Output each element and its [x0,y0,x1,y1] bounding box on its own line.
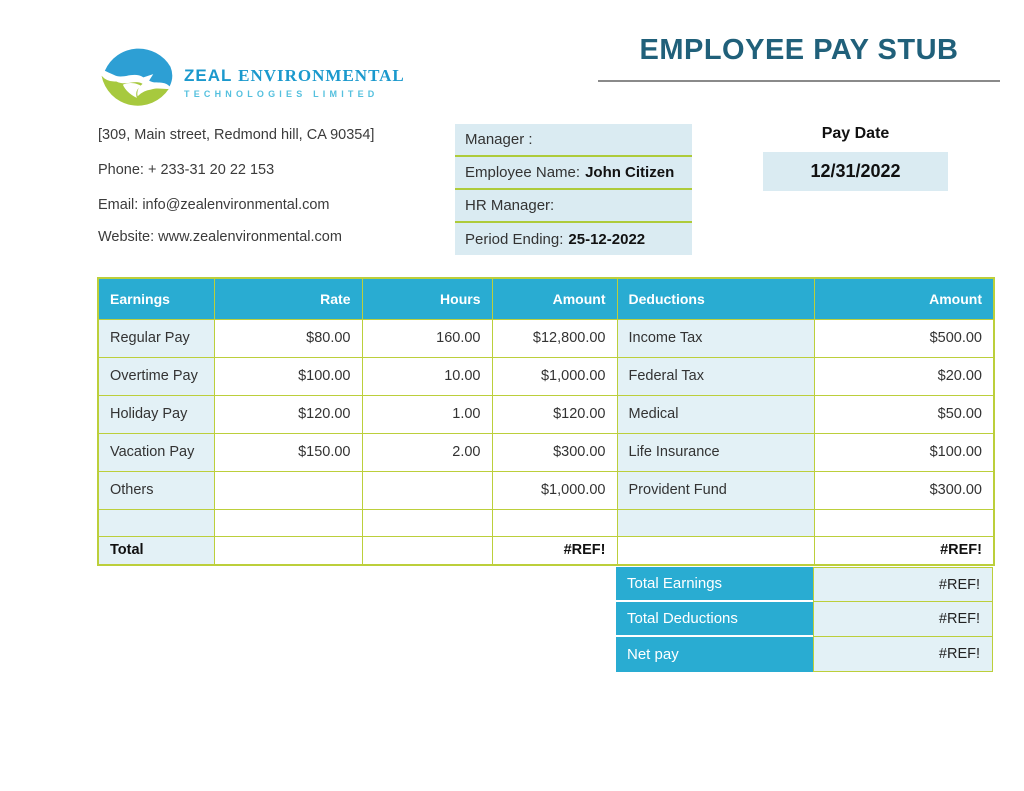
table-row [98,471,994,509]
hours-cell: 160.00 [362,319,492,357]
table-header-row [98,278,994,319]
total-earnings-amount: #REF! [492,536,617,565]
hours-cell: 10.00 [362,357,492,395]
table-row [98,357,994,395]
table-row-empty [98,509,994,536]
company-name-sub: TECHNOLOGIES LIMITED [184,89,379,99]
summary-row-total-earnings [616,567,993,602]
rate-cell: $100.00 [214,357,362,395]
amount-cell: $300.00 [492,433,617,471]
deduction-cell: Life Insurance [617,433,814,471]
pay-date-label: Pay Date [821,125,890,142]
header-rate: Rate [214,278,362,319]
rate-cell: $150.00 [214,433,362,471]
company-name [184,66,405,99]
table-row [98,395,994,433]
company-website: Website: www.zealenvironmental.com [98,229,342,245]
rate-cell [214,509,362,536]
total-rate-cell [214,536,362,565]
header-earnings: Earnings [98,278,214,319]
rate-cell [214,471,362,509]
company-email: Email: info@zealenvironmental.com [98,197,330,213]
total-deductions-value: #REF! [813,602,993,637]
table-row [98,319,994,357]
earnings-cell: Vacation Pay [98,433,214,471]
hours-cell: 1.00 [362,395,492,433]
period-ending-value: 25-12-2022 [568,230,646,248]
deduction-amount-cell [814,509,994,536]
deduction-amount-cell: $100.00 [814,433,994,471]
amount-cell [492,509,617,536]
amount-cell: $1,000.00 [492,357,617,395]
company-address: [309, Main street, Redmond hill, CA 90354] [98,127,375,143]
title-divider [598,80,1000,82]
employee-name-field [455,157,692,190]
logo-mark-icon [94,38,178,120]
deduction-cell: Income Tax [617,319,814,357]
deduction-amount-cell: $300.00 [814,471,994,509]
pay-stub-table [97,277,995,566]
company-phone: Phone: + 233-31 20 22 153 [98,162,275,178]
company-logo [94,38,178,120]
period-ending-label: Period Ending: [465,230,564,248]
total-earnings-value: #REF! [813,567,993,602]
header-deductions: Deductions [617,278,814,319]
earnings-cell: Overtime Pay [98,357,214,395]
summary-row-total-deductions [616,602,993,637]
hours-cell [362,471,492,509]
hours-cell: 2.00 [362,433,492,471]
net-pay-value: #REF! [813,637,993,672]
total-deduction-cell [617,536,814,565]
earnings-cell: Others [98,471,214,509]
header-amount: Amount [492,278,617,319]
pay-date-value: 12/31/2022 [763,152,948,191]
page-title: EMPLOYEE PAY STUB [639,34,959,66]
rate-cell: $120.00 [214,395,362,433]
company-name-main [184,66,405,86]
rate-cell: $80.00 [214,319,362,357]
manager-field [455,124,692,157]
employee-name-label: Employee Name: [465,164,581,181]
summary-row-net-pay [616,637,993,672]
total-label: Total [98,536,214,565]
total-deductions-label: Total Deductions [616,602,813,637]
title-block [598,34,1000,82]
deduction-amount-cell: $500.00 [814,319,994,357]
total-deductions-amount: #REF! [814,536,994,565]
deduction-amount-cell: $50.00 [814,395,994,433]
earnings-cell [98,509,214,536]
header-deductions-amount: Amount [814,278,994,319]
manager-label: Manager : [465,131,533,148]
table-row [98,433,994,471]
total-hours-cell [362,536,492,565]
earnings-cell: Holiday Pay [98,395,214,433]
total-earnings-label: Total Earnings [616,567,813,602]
deduction-cell: Medical [617,395,814,433]
brand-word-zeal: ZEAL [184,66,233,85]
hr-manager-label: HR Manager: [465,197,555,214]
deduction-cell: Provident Fund [617,471,814,509]
table-total-row [98,536,994,565]
header-hours: Hours [362,278,492,319]
amount-cell: $12,800.00 [492,319,617,357]
employee-info-box [455,124,692,255]
period-ending-field [455,223,692,255]
deduction-cell: Federal Tax [617,357,814,395]
hours-cell [362,509,492,536]
amount-cell: $120.00 [492,395,617,433]
deduction-cell [617,509,814,536]
deduction-amount-cell: $20.00 [814,357,994,395]
earnings-cell: Regular Pay [98,319,214,357]
hr-manager-field [455,190,692,223]
brand-word-environmental: ENVIRONMENTAL [238,66,405,85]
pay-summary [616,567,993,672]
amount-cell: $1,000.00 [492,471,617,509]
net-pay-label: Net pay [616,637,813,672]
employee-name-value: John Citizen [585,164,675,181]
